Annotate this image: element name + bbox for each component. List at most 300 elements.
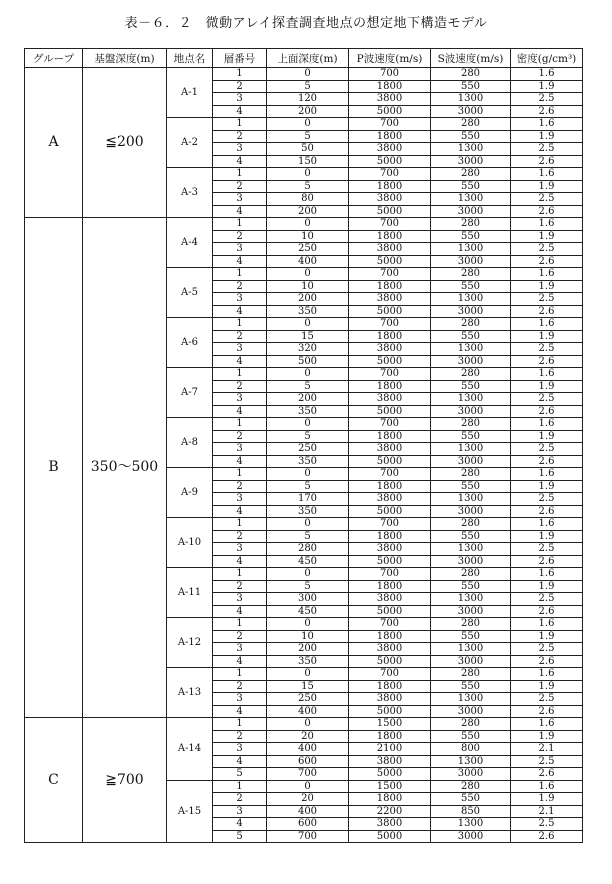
s-velocity-cell: 3000	[431, 305, 511, 318]
p-velocity-cell: 1800	[349, 730, 431, 743]
layer-no-cell: 4	[213, 305, 267, 318]
s-velocity-cell: 3000	[431, 705, 511, 718]
p-velocity-cell: 1800	[349, 180, 431, 193]
s-velocity-cell: 280	[431, 318, 511, 331]
p-velocity-cell: 700	[349, 668, 431, 681]
site-name-cell: A-11	[167, 568, 213, 618]
s-velocity-cell: 280	[431, 68, 511, 81]
density-cell: 1.6	[511, 68, 583, 81]
top-depth-cell: 350	[267, 305, 349, 318]
top-depth-cell: 350	[267, 455, 349, 468]
p-velocity-cell: 5000	[349, 155, 431, 168]
header-s-velocity: S波速度(m/s)	[431, 49, 511, 68]
p-velocity-cell: 700	[349, 318, 431, 331]
s-velocity-cell: 550	[431, 793, 511, 806]
top-depth-cell: 250	[267, 693, 349, 706]
site-name-cell: A-14	[167, 718, 213, 781]
layer-no-cell: 2	[213, 530, 267, 543]
s-velocity-cell: 550	[431, 430, 511, 443]
p-velocity-cell: 700	[349, 268, 431, 281]
layer-no-cell: 2	[213, 630, 267, 643]
s-velocity-cell: 280	[431, 268, 511, 281]
top-depth-cell: 300	[267, 593, 349, 606]
density-cell: 2.6	[511, 555, 583, 568]
density-cell: 2.6	[511, 255, 583, 268]
density-cell: 2.5	[511, 393, 583, 406]
layer-no-cell: 2	[213, 180, 267, 193]
group-cell: B	[25, 218, 83, 718]
top-depth-cell: 10	[267, 280, 349, 293]
s-velocity-cell: 1300	[431, 755, 511, 768]
s-velocity-cell: 550	[431, 580, 511, 593]
s-velocity-cell: 3000	[431, 105, 511, 118]
p-velocity-cell: 1800	[349, 630, 431, 643]
p-velocity-cell: 5000	[349, 655, 431, 668]
site-name-cell: A-12	[167, 618, 213, 668]
s-velocity-cell: 280	[431, 780, 511, 793]
layer-no-cell: 2	[213, 330, 267, 343]
s-velocity-cell: 550	[431, 530, 511, 543]
s-velocity-cell: 280	[431, 468, 511, 481]
p-velocity-cell: 3800	[349, 755, 431, 768]
density-cell: 2.5	[511, 755, 583, 768]
top-depth-cell: 500	[267, 355, 349, 368]
layer-no-cell: 4	[213, 605, 267, 618]
density-cell: 2.6	[511, 505, 583, 518]
layer-no-cell: 3	[213, 743, 267, 756]
layer-no-cell: 3	[213, 443, 267, 456]
p-velocity-cell: 700	[349, 618, 431, 631]
layer-no-cell: 1	[213, 218, 267, 231]
density-cell: 1.6	[511, 780, 583, 793]
site-name-cell: A-15	[167, 780, 213, 843]
layer-no-cell: 4	[213, 355, 267, 368]
density-cell: 1.9	[511, 480, 583, 493]
p-velocity-cell: 1800	[349, 680, 431, 693]
density-cell: 1.9	[511, 380, 583, 393]
s-velocity-cell: 3000	[431, 605, 511, 618]
top-depth-cell: 350	[267, 655, 349, 668]
density-cell: 2.6	[511, 655, 583, 668]
top-depth-cell: 250	[267, 243, 349, 256]
s-velocity-cell: 550	[431, 180, 511, 193]
site-name-cell: A-9	[167, 468, 213, 518]
layer-no-cell: 2	[213, 80, 267, 93]
density-cell: 1.9	[511, 180, 583, 193]
top-depth-cell: 0	[267, 668, 349, 681]
p-velocity-cell: 3800	[349, 543, 431, 556]
density-cell: 1.6	[511, 318, 583, 331]
p-velocity-cell: 1800	[349, 580, 431, 593]
p-velocity-cell: 5000	[349, 355, 431, 368]
p-velocity-cell: 5000	[349, 830, 431, 843]
p-velocity-cell: 2200	[349, 805, 431, 818]
top-depth-cell: 5	[267, 430, 349, 443]
p-velocity-cell: 1500	[349, 718, 431, 731]
s-velocity-cell: 3000	[431, 768, 511, 781]
layer-no-cell: 3	[213, 293, 267, 306]
p-velocity-cell: 3800	[349, 343, 431, 356]
top-depth-cell: 700	[267, 830, 349, 843]
density-cell: 2.5	[511, 443, 583, 456]
top-depth-cell: 0	[267, 268, 349, 281]
layer-no-cell: 1	[213, 418, 267, 431]
density-cell: 1.6	[511, 168, 583, 181]
header-site-name: 地点名	[167, 49, 213, 68]
site-name-cell: A-4	[167, 218, 213, 268]
layer-no-cell: 1	[213, 168, 267, 181]
top-depth-cell: 5	[267, 80, 349, 93]
site-name-cell: A-2	[167, 118, 213, 168]
s-velocity-cell: 1300	[431, 493, 511, 506]
layer-no-cell: 1	[213, 318, 267, 331]
header-layer-no: 層番号	[213, 49, 267, 68]
p-velocity-cell: 5000	[349, 405, 431, 418]
density-cell: 2.1	[511, 805, 583, 818]
layer-no-cell: 4	[213, 655, 267, 668]
header-row	[25, 49, 583, 68]
top-depth-cell: 0	[267, 118, 349, 131]
p-velocity-cell: 5000	[349, 455, 431, 468]
layer-no-cell: 1	[213, 118, 267, 131]
subsurface-structure-table	[24, 48, 583, 843]
site-name-cell: A-5	[167, 268, 213, 318]
top-depth-cell: 5	[267, 130, 349, 143]
top-depth-cell: 120	[267, 93, 349, 106]
p-velocity-cell: 3800	[349, 193, 431, 206]
layer-no-cell: 4	[213, 105, 267, 118]
density-cell: 2.5	[511, 693, 583, 706]
p-velocity-cell: 1800	[349, 330, 431, 343]
layer-no-cell: 1	[213, 468, 267, 481]
density-cell: 1.9	[511, 230, 583, 243]
density-cell: 1.9	[511, 130, 583, 143]
p-velocity-cell: 700	[349, 68, 431, 81]
layer-no-cell: 3	[213, 805, 267, 818]
density-cell: 2.5	[511, 643, 583, 656]
layer-no-cell: 2	[213, 430, 267, 443]
s-velocity-cell: 1300	[431, 543, 511, 556]
density-cell: 1.6	[511, 518, 583, 531]
layer-no-cell: 4	[213, 755, 267, 768]
s-velocity-cell: 1300	[431, 243, 511, 256]
density-cell: 2.6	[511, 355, 583, 368]
layer-no-cell: 2	[213, 730, 267, 743]
density-cell: 2.6	[511, 405, 583, 418]
base-depth-cell: 350～500	[83, 218, 167, 718]
s-velocity-cell: 1300	[431, 593, 511, 606]
s-velocity-cell: 1300	[431, 393, 511, 406]
top-depth-cell: 5	[267, 180, 349, 193]
layer-no-cell: 3	[213, 643, 267, 656]
density-cell: 2.6	[511, 155, 583, 168]
density-cell: 2.6	[511, 455, 583, 468]
s-velocity-cell: 1300	[431, 93, 511, 106]
p-velocity-cell: 3800	[349, 143, 431, 156]
layer-no-cell: 3	[213, 693, 267, 706]
header-top-depth: 上面深度(m)	[267, 49, 349, 68]
top-depth-cell: 200	[267, 643, 349, 656]
layer-no-cell: 4	[213, 455, 267, 468]
top-depth-cell: 0	[267, 718, 349, 731]
site-name-cell: A-8	[167, 418, 213, 468]
density-cell: 1.9	[511, 680, 583, 693]
layer-no-cell: 3	[213, 393, 267, 406]
density-cell: 1.6	[511, 718, 583, 731]
site-name-cell: A-7	[167, 368, 213, 418]
site-name-cell: A-3	[167, 168, 213, 218]
p-velocity-cell: 5000	[349, 205, 431, 218]
density-cell: 1.9	[511, 580, 583, 593]
density-cell: 2.5	[511, 243, 583, 256]
p-velocity-cell: 3800	[349, 693, 431, 706]
top-depth-cell: 0	[267, 368, 349, 381]
p-velocity-cell: 700	[349, 218, 431, 231]
p-velocity-cell: 5000	[349, 705, 431, 718]
density-cell: 2.6	[511, 205, 583, 218]
layer-no-cell: 3	[213, 143, 267, 156]
p-velocity-cell: 1800	[349, 530, 431, 543]
top-depth-cell: 400	[267, 255, 349, 268]
p-velocity-cell: 5000	[349, 768, 431, 781]
s-velocity-cell: 550	[431, 480, 511, 493]
density-cell: 2.5	[511, 143, 583, 156]
s-velocity-cell: 1300	[431, 443, 511, 456]
layer-no-cell: 5	[213, 830, 267, 843]
p-velocity-cell: 1800	[349, 280, 431, 293]
top-depth-cell: 5	[267, 530, 349, 543]
top-depth-cell: 250	[267, 443, 349, 456]
top-depth-cell: 170	[267, 493, 349, 506]
top-depth-cell: 150	[267, 155, 349, 168]
s-velocity-cell: 280	[431, 118, 511, 131]
s-velocity-cell: 280	[431, 718, 511, 731]
density-cell: 1.6	[511, 618, 583, 631]
layer-no-cell: 5	[213, 768, 267, 781]
p-velocity-cell: 3800	[349, 93, 431, 106]
s-velocity-cell: 280	[431, 418, 511, 431]
layer-no-cell: 4	[213, 818, 267, 831]
s-velocity-cell: 280	[431, 668, 511, 681]
top-depth-cell: 200	[267, 205, 349, 218]
density-cell: 2.5	[511, 818, 583, 831]
top-depth-cell: 0	[267, 418, 349, 431]
layer-no-cell: 3	[213, 593, 267, 606]
table-title: 表－６．２ 微動アレイ探査調査地点の想定地下構造モデル	[124, 16, 488, 31]
layer-no-cell: 1	[213, 518, 267, 531]
density-cell: 2.5	[511, 193, 583, 206]
s-velocity-cell: 550	[431, 380, 511, 393]
top-depth-cell: 0	[267, 218, 349, 231]
layer-no-cell: 3	[213, 243, 267, 256]
group-cell: C	[25, 718, 83, 843]
top-depth-cell: 200	[267, 293, 349, 306]
p-velocity-cell: 3800	[349, 293, 431, 306]
p-velocity-cell: 3800	[349, 593, 431, 606]
top-depth-cell: 15	[267, 330, 349, 343]
top-depth-cell: 5	[267, 380, 349, 393]
layer-no-cell: 1	[213, 368, 267, 381]
layer-no-cell: 2	[213, 380, 267, 393]
density-cell: 1.6	[511, 568, 583, 581]
density-cell: 1.9	[511, 330, 583, 343]
density-cell: 1.6	[511, 218, 583, 231]
top-depth-cell: 0	[267, 780, 349, 793]
group-cell: A	[25, 68, 83, 218]
density-cell: 1.9	[511, 430, 583, 443]
layer-no-cell: 4	[213, 255, 267, 268]
density-cell: 1.9	[511, 730, 583, 743]
layer-no-cell: 4	[213, 505, 267, 518]
s-velocity-cell: 3000	[431, 355, 511, 368]
s-velocity-cell: 280	[431, 568, 511, 581]
top-depth-cell: 350	[267, 405, 349, 418]
layer-no-cell: 2	[213, 280, 267, 293]
s-velocity-cell: 800	[431, 743, 511, 756]
p-velocity-cell: 1800	[349, 430, 431, 443]
s-velocity-cell: 1300	[431, 193, 511, 206]
header-density: 密度(g/cm³)	[511, 49, 583, 68]
top-depth-cell: 80	[267, 193, 349, 206]
layer-no-cell: 1	[213, 568, 267, 581]
s-velocity-cell: 550	[431, 80, 511, 93]
top-depth-cell: 0	[267, 318, 349, 331]
density-cell: 1.6	[511, 668, 583, 681]
density-cell: 2.5	[511, 343, 583, 356]
layer-no-cell: 2	[213, 793, 267, 806]
s-velocity-cell: 1300	[431, 693, 511, 706]
top-depth-cell: 200	[267, 393, 349, 406]
density-cell: 2.6	[511, 305, 583, 318]
top-depth-cell: 700	[267, 768, 349, 781]
top-depth-cell: 400	[267, 705, 349, 718]
s-velocity-cell: 1300	[431, 818, 511, 831]
s-velocity-cell: 280	[431, 218, 511, 231]
layer-no-cell: 3	[213, 493, 267, 506]
density-cell: 2.5	[511, 493, 583, 506]
layer-no-cell: 2	[213, 580, 267, 593]
p-velocity-cell: 700	[349, 368, 431, 381]
s-velocity-cell: 3000	[431, 505, 511, 518]
site-name-cell: A-1	[167, 68, 213, 118]
density-cell: 1.6	[511, 368, 583, 381]
s-velocity-cell: 280	[431, 368, 511, 381]
base-depth-cell: ≦200	[83, 68, 167, 218]
top-depth-cell: 10	[267, 630, 349, 643]
top-depth-cell: 10	[267, 230, 349, 243]
layer-no-cell: 4	[213, 205, 267, 218]
top-depth-cell: 0	[267, 518, 349, 531]
site-name-cell: A-10	[167, 518, 213, 568]
p-velocity-cell: 700	[349, 518, 431, 531]
density-cell: 1.9	[511, 530, 583, 543]
top-depth-cell: 0	[267, 468, 349, 481]
p-velocity-cell: 1800	[349, 793, 431, 806]
layer-no-cell: 1	[213, 618, 267, 631]
p-velocity-cell: 1800	[349, 130, 431, 143]
p-velocity-cell: 700	[349, 568, 431, 581]
top-depth-cell: 200	[267, 105, 349, 118]
layer-no-cell: 3	[213, 193, 267, 206]
p-velocity-cell: 700	[349, 468, 431, 481]
density-cell: 1.9	[511, 793, 583, 806]
p-velocity-cell: 5000	[349, 255, 431, 268]
p-velocity-cell: 3800	[349, 818, 431, 831]
p-velocity-cell: 700	[349, 168, 431, 181]
p-velocity-cell: 2100	[349, 743, 431, 756]
s-velocity-cell: 1300	[431, 293, 511, 306]
density-cell: 2.5	[511, 93, 583, 106]
top-depth-cell: 600	[267, 818, 349, 831]
s-velocity-cell: 280	[431, 618, 511, 631]
top-depth-cell: 5	[267, 480, 349, 493]
s-velocity-cell: 550	[431, 330, 511, 343]
p-velocity-cell: 700	[349, 118, 431, 131]
p-velocity-cell: 700	[349, 418, 431, 431]
top-depth-cell: 0	[267, 168, 349, 181]
table-row	[25, 218, 583, 231]
top-depth-cell: 0	[267, 68, 349, 81]
s-velocity-cell: 280	[431, 518, 511, 531]
density-cell: 2.6	[511, 605, 583, 618]
s-velocity-cell: 3000	[431, 405, 511, 418]
top-depth-cell: 15	[267, 680, 349, 693]
top-depth-cell: 400	[267, 743, 349, 756]
layer-no-cell: 3	[213, 343, 267, 356]
site-name-cell: A-13	[167, 668, 213, 718]
top-depth-cell: 400	[267, 805, 349, 818]
layer-no-cell: 2	[213, 480, 267, 493]
layer-no-cell: 2	[213, 130, 267, 143]
header-base-depth: 基盤深度(m)	[83, 49, 167, 68]
top-depth-cell: 0	[267, 618, 349, 631]
p-velocity-cell: 3800	[349, 493, 431, 506]
p-velocity-cell: 1800	[349, 380, 431, 393]
density-cell: 2.5	[511, 543, 583, 556]
density-cell: 2.6	[511, 705, 583, 718]
table-row	[25, 68, 583, 81]
density-cell: 1.6	[511, 268, 583, 281]
layer-no-cell: 1	[213, 68, 267, 81]
layer-no-cell: 1	[213, 780, 267, 793]
s-velocity-cell: 3000	[431, 205, 511, 218]
layer-no-cell: 3	[213, 93, 267, 106]
s-velocity-cell: 1300	[431, 343, 511, 356]
s-velocity-cell: 1300	[431, 143, 511, 156]
layer-no-cell: 2	[213, 230, 267, 243]
top-depth-cell: 20	[267, 793, 349, 806]
s-velocity-cell: 550	[431, 280, 511, 293]
p-velocity-cell: 1500	[349, 780, 431, 793]
p-velocity-cell: 1800	[349, 230, 431, 243]
layer-no-cell: 1	[213, 718, 267, 731]
density-cell: 2.6	[511, 768, 583, 781]
top-depth-cell: 600	[267, 755, 349, 768]
layer-no-cell: 4	[213, 555, 267, 568]
s-velocity-cell: 280	[431, 168, 511, 181]
table-row	[25, 718, 583, 731]
header-group: グループ	[25, 49, 83, 68]
top-depth-cell: 50	[267, 143, 349, 156]
density-cell: 1.6	[511, 118, 583, 131]
p-velocity-cell: 1800	[349, 480, 431, 493]
p-velocity-cell: 5000	[349, 305, 431, 318]
s-velocity-cell: 550	[431, 730, 511, 743]
layer-no-cell: 1	[213, 268, 267, 281]
p-velocity-cell: 5000	[349, 105, 431, 118]
s-velocity-cell: 3000	[431, 655, 511, 668]
s-velocity-cell: 3000	[431, 455, 511, 468]
